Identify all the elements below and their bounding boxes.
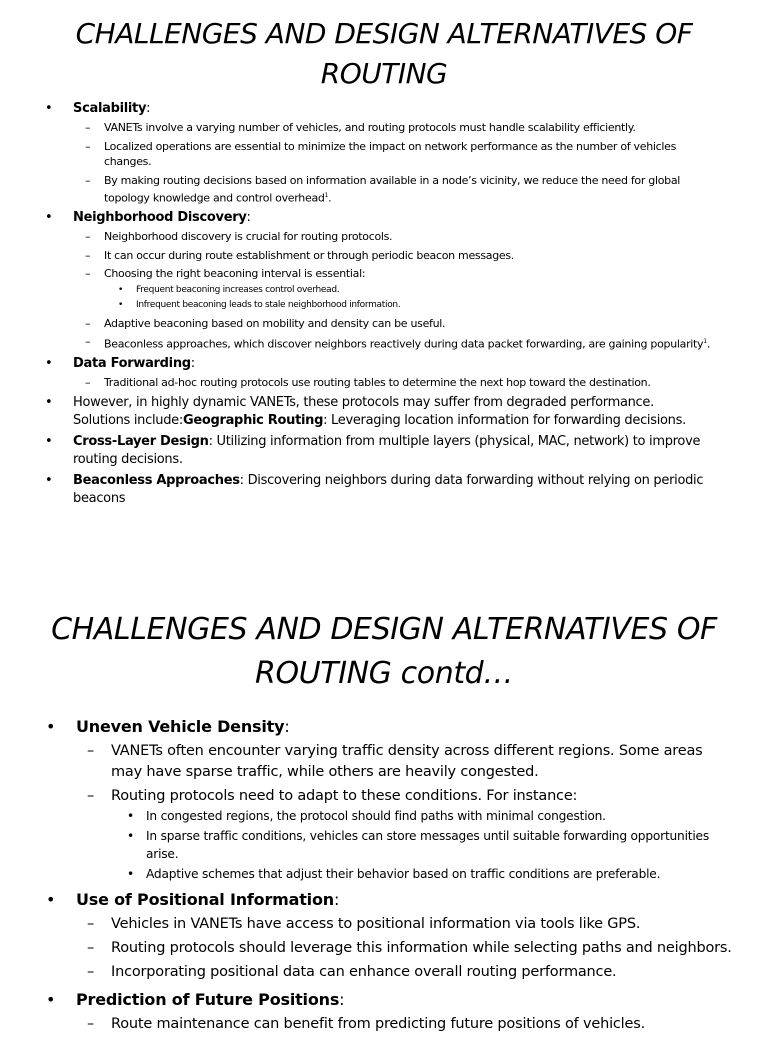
footnote-marker: 1 (703, 338, 707, 346)
sub-item: – Route maintenance can benefit from predicting future positions of vehicles. (111, 1014, 736, 1035)
sub-sub-list (111, 807, 736, 883)
sub-item: – Traditional ad-hoc routing protocols use routing tables to determine the next hop toward the destination. (104, 375, 713, 391)
sub-sub-item: • In sparse traffic conditions, vehicles can store messages until suitable forwarding opportunities arise. (146, 827, 736, 863)
slide-2-title: CHALLENGES AND DESIGN ALTERNATIVES OF ROUTING contd… (51, 612, 717, 691)
sub-item: – VANETs often encounter varying traffic density across different regions. Some areas may have sparse traffic, while others are heavily congested. (111, 741, 736, 782)
bullet-label: Use of Positional Information (76, 890, 334, 909)
sub-sub-list (104, 283, 713, 313)
sub-item: – Beaconless approaches, which discover neighbors reactively during data packet forwarding, are gaining popularity$^1$. (104, 334, 713, 352)
slide-1-body (73, 100, 713, 511)
sub-list (76, 914, 736, 983)
bullet-label: Data Forwarding (73, 356, 191, 372)
bullet-label: Scalability (73, 101, 147, 116)
slide-1-bullet-list (73, 100, 713, 508)
sub-item: – It can occur during route establishment or through periodic beacon messages. (104, 248, 713, 264)
bullet-prediction-of-future-positions: • Prediction of Future Positions: – Route maintenance can benefit from predicting future positions of vehicles. (76, 989, 736, 1035)
sub-sub-item: • Frequent beaconing increases control overhead. (136, 283, 713, 298)
sub-list (76, 741, 736, 883)
bullet-label: Cross-Layer Design (73, 433, 209, 449)
bullet-neighborhood-discovery: • Neighborhood Discovery: – Neighborhood discovery is crucial for routing protocols. – It can occur during route establishment or through periodic beacon messages. – Choosing the right beaconing interval is essential: • Frequent beaconing increases control overhead. • Infrequent beaconing leads to stale neighborhood information. – Adaptive beaconing based on mobility and density can be useful. – Beaconless approaches, which discover neighbors reactively during data packet forwarding, are gaining popularity$^1$. (73, 209, 713, 352)
sub-list (73, 229, 713, 352)
bullet-cross-layer-design: • Cross-Layer Design: Utilizing information from multiple layers (physical, MAC, network) to improve routing decisions. (73, 433, 713, 469)
sub-sub-item: • In congested regions, the protocol should find paths with minimal congestion. (146, 807, 736, 825)
bullet-label: Beaconless Approaches (73, 472, 240, 488)
sub-list (73, 120, 713, 206)
bullet-uneven-vehicle-density: • Uneven Vehicle Density: – VANETs often encounter varying traffic density across different regions. Some areas may have sparse traffic, while others are heavily congested. – Routing protocols need to adapt to these conditions. For instance: • In congested regions, the protocol should find paths with minimal congestion. • In sparse traffic conditions, vehicles can store messages until suitable forwarding opportunities arise. • Adaptive schemes that adjust their behavior based on traffic conditions are preferable. (76, 716, 736, 883)
sub-item: – Choosing the right beaconing interval is essential: • Frequent beaconing increases control overhead. • Infrequent beaconing leads to stale neighborhood information. (104, 266, 713, 313)
bullet-label: Neighborhood Discovery (73, 210, 247, 226)
sub-sub-item: • Adaptive schemes that adjust their behavior based on traffic conditions are preferable. (146, 865, 736, 883)
sub-list (73, 375, 713, 391)
bullet-label: Geographic Routing (182, 412, 324, 428)
bullet-label: Prediction of Future Positions (76, 989, 340, 1009)
slide-2-bullet-list (76, 716, 736, 1034)
sub-item: – By making routing decisions based on information available in a node’s vicinity, we reduce the need for global topology knowledge and control overhead$^1$. (104, 173, 713, 207)
sub-item: – Adaptive beaconing based on mobility and density can be useful. (104, 316, 713, 332)
slide-2-body (76, 716, 736, 1040)
sub-item: – Incorporating positional data can enhance overall routing performance. (111, 962, 736, 983)
bullet-label: Uneven Vehicle Density (76, 717, 285, 736)
bullet-data-forwarding: • Data Forwarding: – Traditional ad-hoc routing protocols use routing tables to determine the next hop toward the destination. (73, 355, 713, 391)
sub-item: – Neighborhood discovery is crucial for routing protocols. (104, 229, 713, 245)
sub-item: – Routing protocols should leverage this information while selecting paths and neighbors. (111, 938, 736, 959)
slide-2 (0, 576, 768, 1032)
bullet-scalability: • Scalability: – VANETs involve a varying number of vehicles, and routing protocols must handle scalability efficiently. – Localized operations are essential to minimize the impact on network performance as the number of vehicles changes. – By making routing decisions based on information available in a node’s vicinity, we reduce the need for global topology knowledge and control overhead$^1$. (73, 100, 713, 206)
bullet-geographic-routing: • However, in highly dynamic VANETs, these protocols may suffer from degraded performance. Solutions include:Geographic Routing: Leveraging location information for forwarding decisions. (73, 394, 713, 430)
sub-item: – Routing protocols need to adapt to these conditions. For instance: • In congested regions, the protocol should find paths with minimal congestion. • In sparse traffic conditions, vehicles can store messages until suitable forwarding opportunities arise. • Adaptive schemes that adjust their behavior based on traffic conditions are preferable. (111, 786, 736, 884)
bullet-use-of-positional-information: • Use of Positional Information: – Vehicles in VANETs have access to positional information via tools like GPS. – Routing protocols should leverage this information while selecting paths and neighbors. – Incorporating positional data can enhance overall routing performance. (76, 889, 736, 983)
sub-item: – Vehicles in VANETs have access to positional information via tools like GPS. (111, 914, 736, 935)
footnote-marker: 1 (324, 192, 329, 199)
sub-item: – Localized operations are essential to minimize the impact on network performance as the number of vehicles changes. (104, 139, 713, 170)
bullet-beaconless-approaches: • Beaconless Approaches: Discovering neighbors during data forwarding without relying on periodic beacons (73, 472, 713, 508)
slide-1-title: CHALLENGES AND DESIGN ALTERNATIVES OF ROUTING (75, 17, 693, 90)
sub-sub-item: • Infrequent beaconing leads to stale neighborhood information. (136, 298, 713, 313)
sub-item: – VANETs involve a varying number of vehicles, and routing protocols must handle scalability efficiently. (104, 120, 713, 136)
